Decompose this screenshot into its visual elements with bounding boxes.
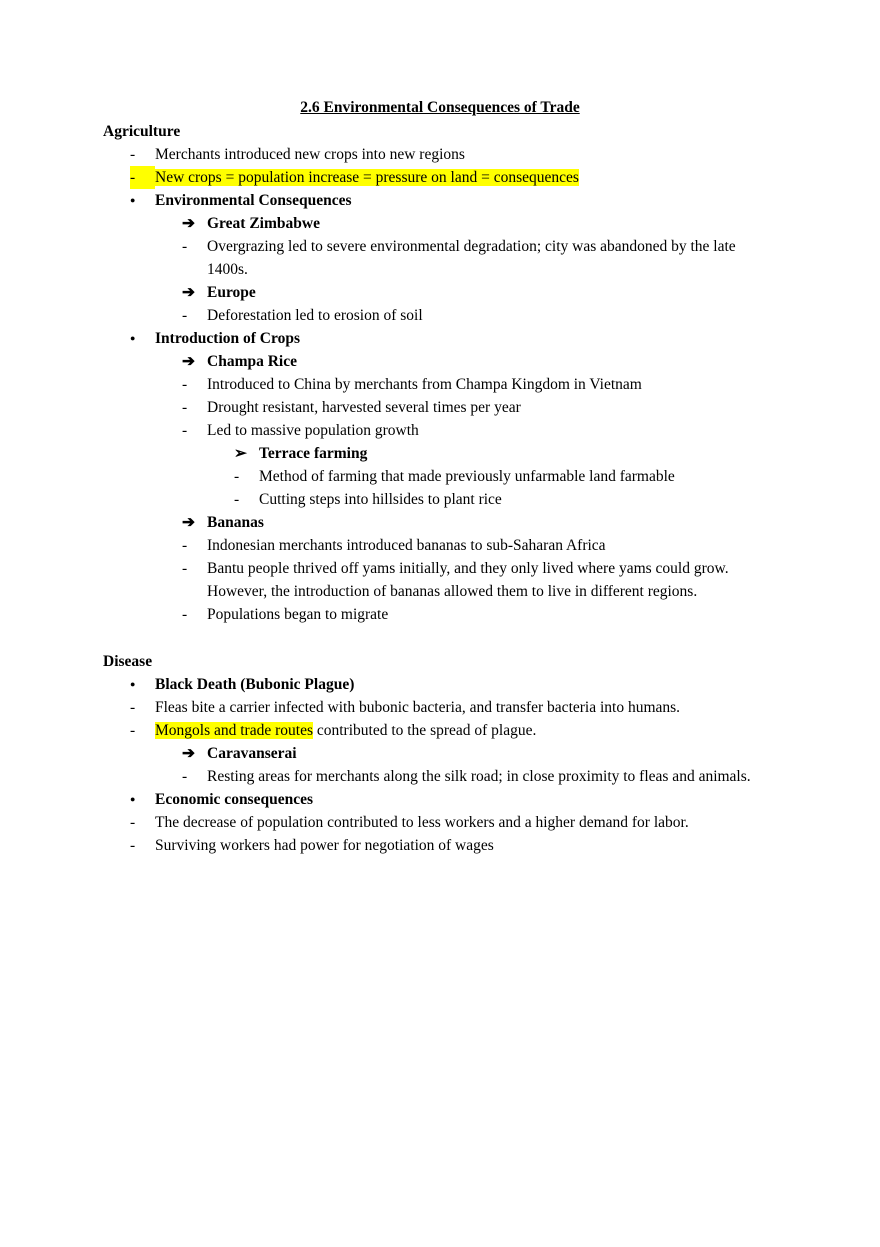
line-text: [155, 699, 680, 716]
text-segment: Overgrazing led to severe environmental degradation; city was abandoned by the late 1400s.: [207, 238, 736, 278]
text-segment: Indonesian merchants introduced bananas to sub-Saharan Africa: [207, 537, 606, 554]
line-text: [259, 491, 502, 508]
text-segment: contributed to the spread of plague.: [312, 722, 537, 739]
document-title: 2.6 Environmental Consequences of Trade: [300, 99, 580, 116]
text-segment: Surviving workers had power for negotiation of wages: [155, 837, 494, 854]
line-text: [155, 837, 494, 854]
line-text: [207, 560, 729, 600]
arrow-marker: ➔: [182, 284, 195, 301]
arrow-marker: ➔: [182, 745, 195, 762]
line-text: [207, 606, 388, 623]
list-item: [103, 511, 777, 534]
text-segment: Resting areas for merchants along the silk road; in close proximity to fleas and animals.: [207, 768, 751, 785]
text-segment: Champa Rice: [207, 353, 297, 370]
section-heading: Agriculture: [103, 123, 181, 140]
dash-marker: -: [182, 606, 188, 623]
list-item: [103, 788, 777, 811]
arrow-marker: ➔: [182, 353, 195, 370]
dash-marker: -: [182, 422, 188, 439]
text-segment: Cutting steps into hillsides to plant rice: [259, 491, 502, 508]
text-segment: Method of farming that made previously unfarmable land farmable: [259, 468, 675, 485]
dash-marker: -: [130, 722, 136, 739]
text-segment: Drought resistant, harvested several times per year: [207, 399, 521, 416]
line-text: [207, 422, 419, 439]
list-item: [103, 419, 777, 442]
list-item: [103, 235, 777, 281]
text-segment: Merchants introduced new crops into new regions: [155, 146, 465, 163]
list-item: [103, 189, 777, 212]
text-segment: Terrace farming: [259, 445, 368, 462]
text-segment: Fleas bite a carrier infected with bubonic bacteria, and transfer bacteria into humans.: [155, 699, 681, 716]
line-text: [207, 745, 297, 762]
list-item: [103, 742, 777, 765]
text-segment: Bantu people thrived off yams initially, and they only lived where yams could grow. However, the introduction of bananas allowed them to live in different regions.: [207, 560, 729, 600]
list-item: [103, 719, 777, 742]
line-text: [155, 814, 689, 831]
line-text: [207, 215, 320, 232]
list-item: [103, 465, 777, 488]
blank-line: [103, 626, 777, 650]
dash-marker: -: [182, 768, 188, 785]
text-segment: Led to massive population growth: [207, 422, 419, 439]
dash-marker: -: [182, 560, 188, 577]
text-segment: Introduction of Crops: [155, 330, 300, 347]
line-text: [207, 537, 606, 554]
list-item: [103, 396, 777, 419]
dash-marker: -: [130, 146, 136, 163]
disc-marker: ●: [130, 333, 136, 343]
text-segment: Economic consequences: [155, 791, 314, 808]
line-text: [207, 768, 751, 785]
dash-marker: -: [130, 699, 136, 716]
list-item: [103, 673, 777, 696]
list-item: [103, 350, 777, 373]
line-text: [207, 353, 297, 370]
highlighted-text: New crops = population increase = pressure on land = consequences: [155, 169, 579, 186]
list-item: [103, 212, 777, 235]
list-item: [103, 603, 777, 626]
line-text: [207, 284, 256, 301]
chevron-marker: ➢: [234, 445, 247, 462]
line-text: [207, 238, 736, 278]
dash-marker: -: [182, 238, 188, 255]
list-item: [103, 834, 777, 857]
list-item: [103, 696, 777, 719]
dash-marker: -: [234, 468, 240, 485]
line-text: [155, 169, 579, 186]
section-heading: Disease: [103, 653, 153, 670]
list-item: [103, 442, 777, 465]
list-item: [103, 373, 777, 396]
line-text: [155, 330, 300, 347]
line-text: [155, 676, 354, 693]
list-item: [103, 166, 777, 189]
text-segment: Europe: [207, 284, 256, 301]
arrow-marker: ➔: [182, 514, 195, 531]
text-segment: Environmental Consequences: [155, 192, 352, 209]
list-item: [103, 143, 777, 166]
line-text: [155, 192, 352, 209]
list-item: [103, 488, 777, 511]
disc-marker: ●: [130, 195, 136, 205]
list-item: [103, 534, 777, 557]
text-segment: The decrease of population contributed to less workers and a higher demand for labor.: [155, 814, 689, 831]
line-text: [155, 791, 313, 808]
list-item: [103, 327, 777, 350]
line-text: [155, 146, 465, 163]
list-item: [103, 557, 777, 603]
dash-marker: -: [182, 376, 188, 393]
text-segment: Introduced to China by merchants from Champa Kingdom in Vietnam: [207, 376, 642, 393]
highlighted-text: Mongols and trade routes: [155, 722, 313, 739]
list-item: [103, 304, 777, 327]
dash-marker: -: [182, 537, 188, 554]
line-text: [207, 307, 423, 324]
text-segment: Black Death (Bubonic Plague): [155, 676, 355, 693]
text-segment: Bananas: [207, 514, 264, 531]
dash-marker: -: [130, 166, 155, 189]
dash-marker: -: [234, 491, 240, 508]
disc-marker: ●: [130, 794, 136, 804]
line-text: [155, 722, 536, 739]
dash-marker: -: [130, 814, 136, 831]
dash-marker: -: [182, 307, 188, 324]
document-body: [103, 120, 777, 857]
line-text: [259, 468, 675, 485]
text-segment: Deforestation led to erosion of soil: [207, 307, 423, 324]
line-text: [207, 376, 642, 393]
line-text: [259, 445, 367, 462]
list-item: [103, 281, 777, 304]
text-segment: Great Zimbabwe: [207, 215, 320, 232]
dash-marker: -: [130, 837, 136, 854]
disc-marker: ●: [130, 679, 136, 689]
text-segment: Populations began to migrate: [207, 606, 389, 623]
line-text: [207, 514, 264, 531]
text-segment: Caravanserai: [207, 745, 297, 762]
list-item: [103, 811, 777, 834]
list-item: [103, 765, 777, 788]
dash-marker: -: [182, 399, 188, 416]
line-text: [207, 399, 521, 416]
arrow-marker: ➔: [182, 215, 195, 232]
